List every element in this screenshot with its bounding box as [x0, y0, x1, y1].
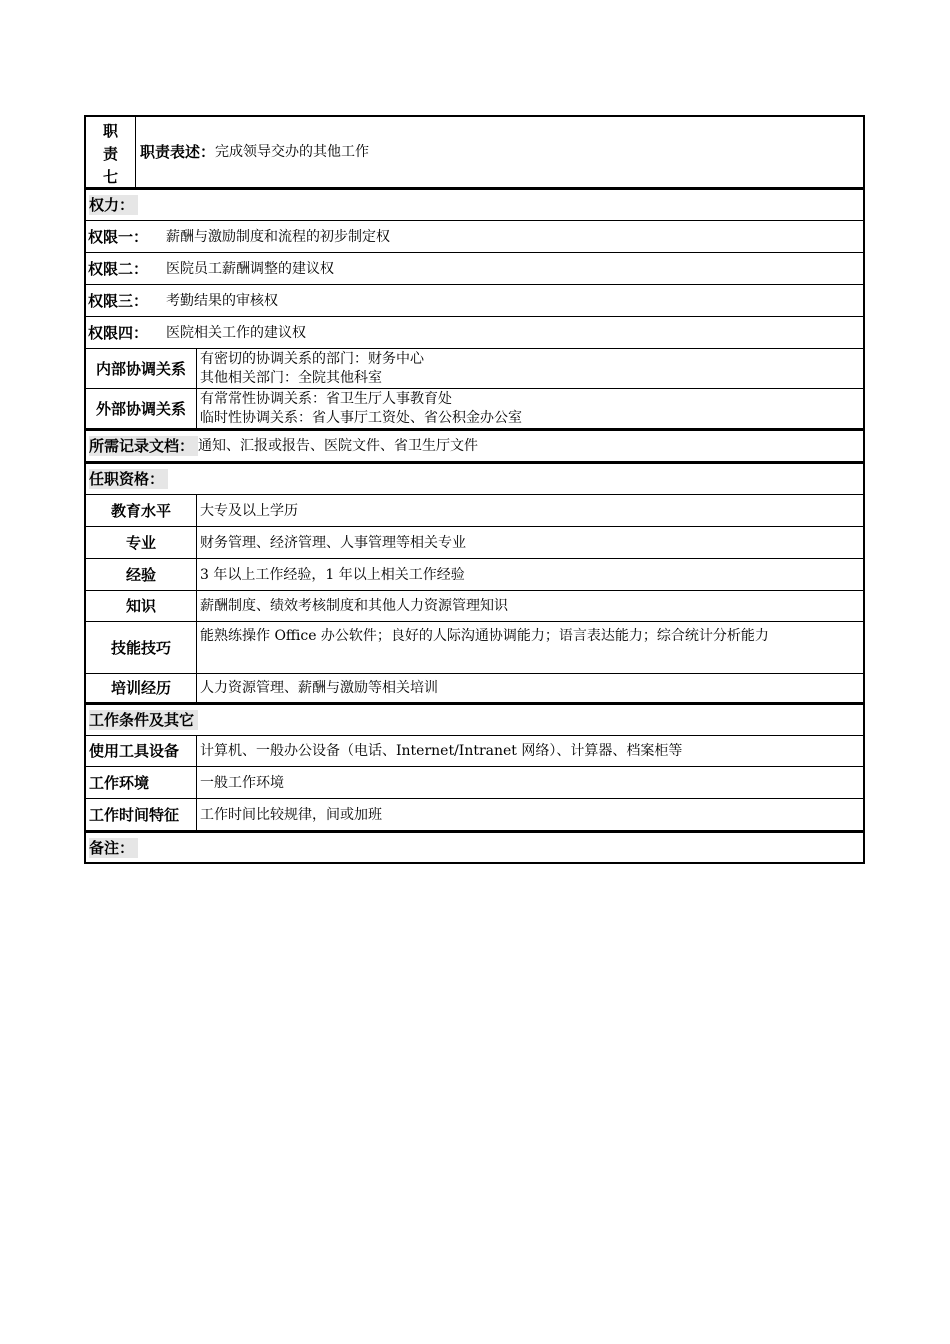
power-label: 权限四： [88, 323, 149, 342]
condition-row [84, 799, 865, 831]
condition-label: 工作时间特征 [86, 799, 197, 830]
records-text: 通知、汇报或报告、医院文件、省卫生厅文件 [198, 438, 479, 454]
power-row [84, 317, 865, 349]
qualification-label: 教育水平 [86, 495, 197, 526]
condition-row [84, 736, 865, 767]
qualification-row [84, 527, 865, 559]
power-text: 薪酬与激励制度和流程的初步制定权 [166, 228, 391, 245]
duty-7-text: 完成领导交办的其他工作 [215, 144, 370, 160]
notes-header: 备注： [89, 838, 138, 858]
condition-label: 使用工具设备 [86, 736, 197, 766]
qualification-text: 能熟练操作 Office 办公软件；良好的人际沟通协调能力；语言表达能力；综合统计分析能力 [200, 628, 769, 644]
qualification-label: 专业 [86, 527, 197, 558]
records-label: 所需记录文档： [89, 436, 198, 456]
qualifications-header-row [84, 462, 865, 495]
power-label: 权限二： [88, 259, 149, 278]
internal-coordination-row [84, 349, 865, 389]
duty-7-row [84, 115, 865, 188]
power-row [84, 253, 865, 285]
internal-line-1: 有密切的协调关系的部门：财务中心 [200, 351, 424, 367]
power-text: 医院相关工作的建议权 [166, 324, 307, 341]
external-coordination-content [197, 389, 525, 428]
internal-line-2: 其他相关部门：全院其他科室 [200, 370, 382, 386]
condition-label: 工作环境 [86, 767, 197, 798]
qualification-label: 技能技巧 [86, 622, 197, 673]
conditions-header: 工作条件及其它 [89, 710, 198, 730]
internal-coordination-label: 内部协调关系 [86, 349, 197, 388]
condition-row [84, 767, 865, 799]
qualification-text: 薪酬制度、绩效考核制度和其他人力资源管理知识 [200, 598, 508, 614]
power-label: 权限三： [88, 291, 149, 310]
external-coordination-row [84, 389, 865, 429]
conditions-header-row [84, 703, 865, 736]
qualification-text: 人力资源管理、薪酬与激励等相关培训 [200, 680, 438, 696]
job-description-table [84, 115, 865, 864]
qualification-row [84, 495, 865, 527]
qualification-text: 财务管理、经济管理、人事管理等相关专业 [200, 534, 466, 551]
power-row [84, 221, 865, 253]
qualifications-header: 任职资格： [89, 469, 168, 489]
powers-header: 权力： [89, 195, 138, 215]
qualification-row [84, 559, 865, 591]
external-coordination-label: 外部协调关系 [86, 389, 197, 428]
qualification-text: 大专及以上学历 [200, 502, 298, 519]
records-row [84, 429, 865, 462]
duty-7-label: 职 责 七 [86, 117, 136, 187]
qualification-label: 经验 [86, 559, 197, 590]
duty-7-title: 职责表述： [140, 143, 216, 161]
internal-coordination-content [197, 349, 427, 388]
qualification-row [84, 674, 865, 703]
condition-text: 一般工作环境 [200, 774, 284, 791]
notes-row [84, 831, 865, 864]
qualification-row [84, 622, 865, 674]
external-line-1: 有常常性协调关系：省卫生厅人事教育处 [200, 391, 452, 407]
qualification-label: 培训经历 [86, 674, 197, 702]
condition-text: 工作时间比较规律，间或加班 [200, 806, 382, 823]
condition-text: 计算机、一般办公设备（电话、Internet/Intranet 网络）、计算器、档案柜等 [200, 743, 683, 759]
power-text: 医院员工薪酬调整的建议权 [166, 260, 335, 277]
power-row [84, 285, 865, 317]
power-label: 权限一： [88, 227, 149, 246]
power-text: 考勤结果的审核权 [166, 292, 279, 309]
external-line-2: 临时性协调关系：省人事厅工资处、省公积金办公室 [200, 410, 522, 426]
qualification-row [84, 591, 865, 622]
duty-7-content [136, 117, 372, 187]
powers-header-row [84, 188, 865, 221]
qualification-text: 3 年以上工作经验，1 年以上相关工作经验 [200, 566, 465, 583]
qualification-label: 知识 [86, 591, 197, 621]
